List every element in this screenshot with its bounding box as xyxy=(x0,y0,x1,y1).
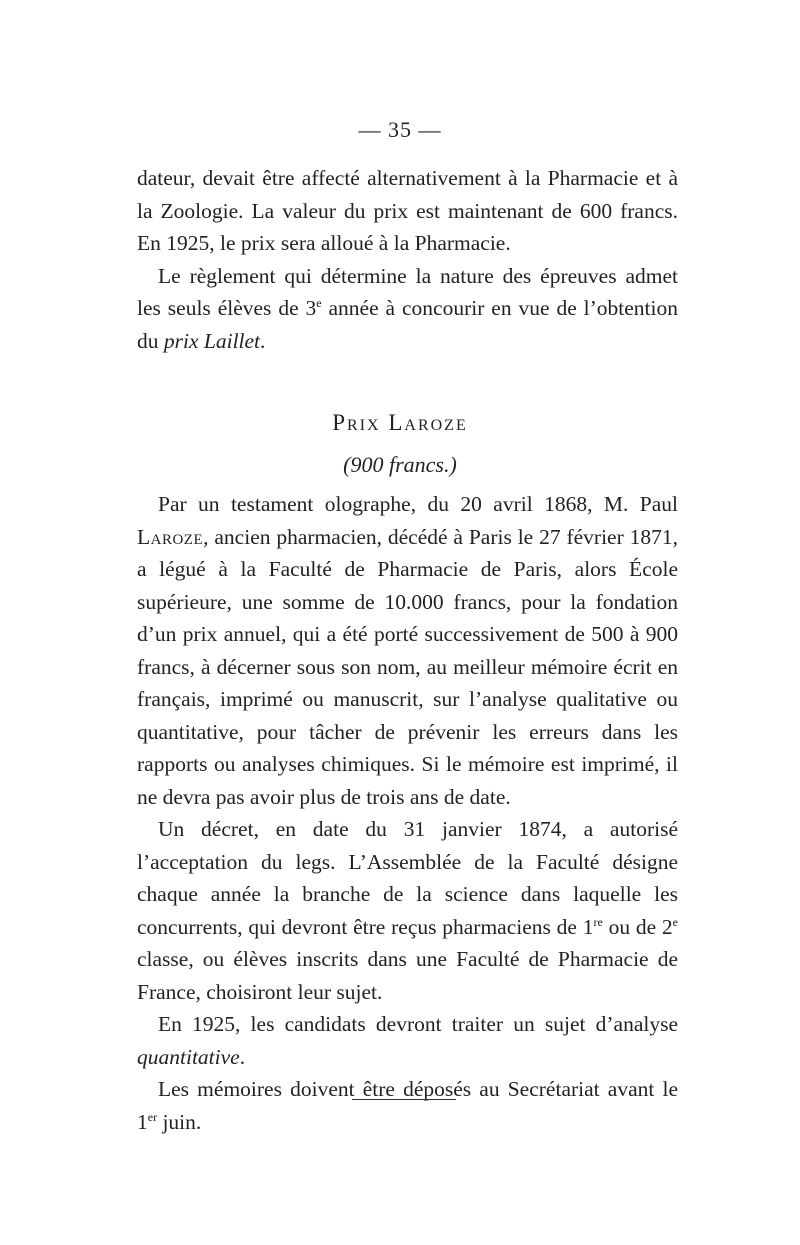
person-name: Laroze xyxy=(137,524,204,549)
paragraph-text: En 1925, les candidats devront traiter un sujet d’analyse xyxy=(158,1012,678,1036)
section-subtitle: (900 francs.) xyxy=(343,452,457,477)
ordinal-superscript: er xyxy=(147,1109,158,1124)
text-block-top xyxy=(137,162,678,357)
paragraph-text: Un décret, en date du 31 janvier 1874, a autorisé l’acceptation du legs. L’Assemblée de la Faculté désigne chaque année la branche de la science dans laquelle les concurrents, qui devront être reçus pharmaciens de 1 xyxy=(137,817,678,939)
paragraph-reglement xyxy=(137,260,678,358)
section-title: Prix Laroze xyxy=(332,410,468,435)
italic-term: quantitative xyxy=(137,1044,240,1069)
paragraph-text: dateur, devait être affecté alternativement à la Pharmacie et à la Zoologie. La valeur du prix est maintenant de 600 francs. En 1925, le prix sera alloué à la Pharmacie. xyxy=(137,166,678,255)
paragraph-text: Les mémoires doivent être déposés au Secrétariat avant le 1 xyxy=(137,1077,678,1134)
text-block-main xyxy=(137,488,678,1138)
prize-name-italic: prix Laillet xyxy=(163,328,261,353)
closing-rule xyxy=(352,1099,456,1100)
ordinal-superscript: re xyxy=(593,914,603,929)
paragraph-decret xyxy=(137,813,678,1008)
paragraph-text: , ancien pharmacien, décédé à Paris le 27 février 1871, a légué à la Faculté de Pharmacie de Paris, alors École supérieure, une somme de 10.000 francs, pour la fondation d’un prix annuel, qui a été porté successivement de 500 à 900 francs, à décerner sous son nom, au meilleur mémoire écrit en français, imprimé ou manuscrit, sur l’analyse qualitative ou quantitative, pour tâcher de prévenir les erreurs dans les rapports ou analyses chimiques. Si le mémoire est imprimé, il ne devra pas avoir plus de trois ans de date. xyxy=(137,524,678,809)
page-number: — 35 — xyxy=(358,117,442,142)
ordinal-superscript: e xyxy=(672,914,678,929)
paragraph-text: Le règlement qui détermine la nature des épreuves admet les seuls élèves de 3 xyxy=(137,263,678,320)
paragraph-text: . xyxy=(239,1044,246,1069)
paragraph-continuation xyxy=(137,162,678,260)
paragraph-text: ou de 2 xyxy=(602,914,673,939)
paragraph-1925 xyxy=(137,1008,678,1073)
paragraph-memoires xyxy=(137,1073,678,1138)
paragraph-text: Par un testament olographe, du 20 avril 1868, M. Paul xyxy=(158,492,678,516)
paragraph-text: juin. xyxy=(157,1109,202,1134)
paragraph-text: année à concourir en vue de l’obtention du xyxy=(137,296,678,353)
ordinal-superscript: e xyxy=(316,295,322,310)
paragraph-text: classe, ou élèves inscrits dans une Faculté de Pharmacie de France, choisiront leur sujet. xyxy=(137,947,678,1004)
paragraph-testament xyxy=(137,488,678,813)
paragraph-text: . xyxy=(260,328,266,353)
